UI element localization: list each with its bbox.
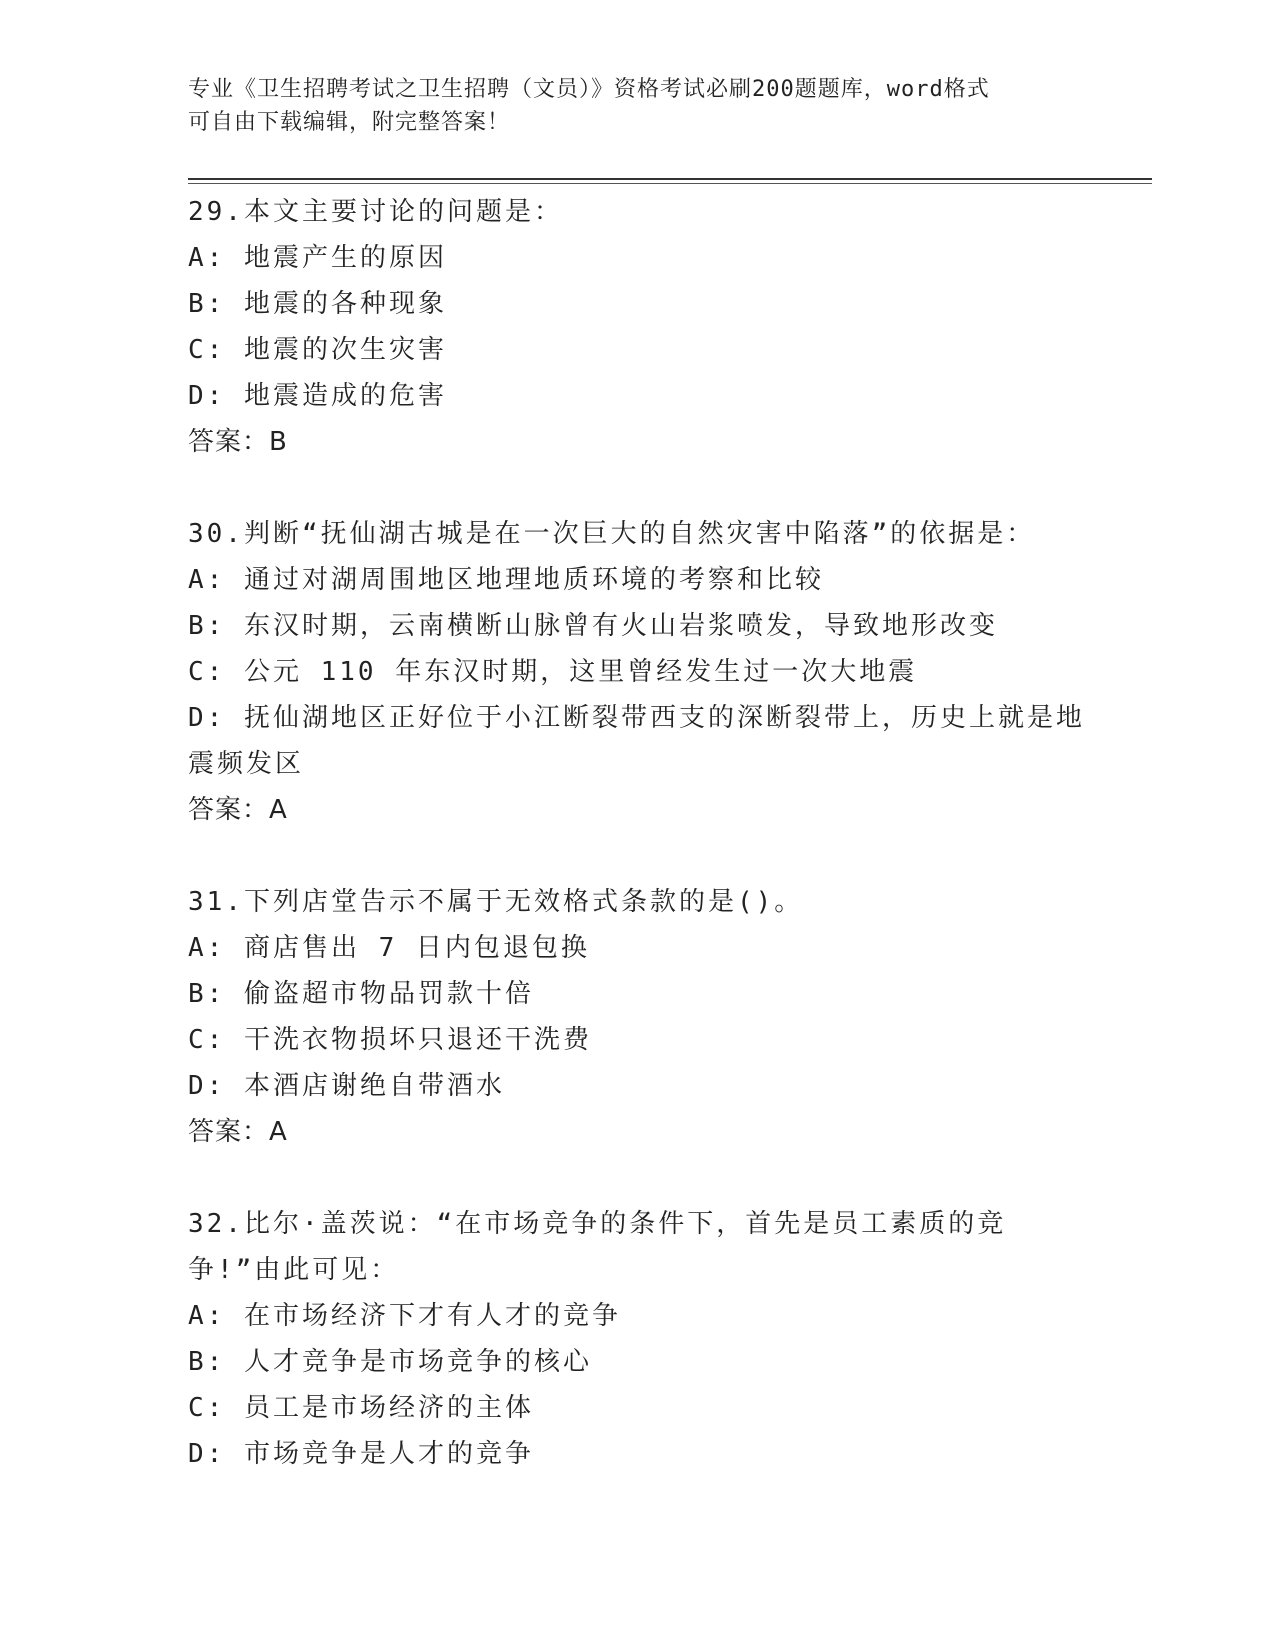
option-d: D: 本酒店谢绝自带酒水 [188, 1071, 505, 1101]
option-b: B: 偷盗超市物品罚款十倍 [188, 979, 534, 1009]
question-29 [188, 189, 1088, 465]
document-header [188, 73, 1068, 139]
question-30 [188, 511, 1088, 833]
question-stem: 29.本文主要讨论的问题是： [188, 197, 563, 227]
option-b: B: 地震的各种现象 [188, 289, 447, 319]
option-d: D: 市场竞争是人才的竞争 [188, 1439, 534, 1469]
option-c: C: 干洗衣物损坏只退还干洗费 [188, 1025, 592, 1055]
option-a: A: 地震产生的原因 [188, 243, 447, 273]
question-stem: 30.判断“抚仙湖古城是在一次巨大的自然灾害中陷落”的依据是： [188, 519, 1036, 549]
option-b: B: 人才竞争是市场竞争的核心 [188, 1347, 592, 1377]
question-stem: 32.比尔·盖茨说：“在市场竞争的条件下，首先是员工素质的竞争!”由此可见： [188, 1209, 1007, 1285]
option-c: C: 员工是市场经济的主体 [188, 1393, 534, 1423]
question-32 [188, 1201, 1088, 1477]
header-divider-thin [188, 183, 1152, 184]
answer-line: 答案：A [188, 1117, 288, 1147]
option-d: D: 抚仙湖地区正好位于小江断裂带西支的深断裂带上，历史上就是地震频发区 [188, 703, 1085, 779]
option-b: B: 东汉时期，云南横断山脉曾有火山岩浆喷发，导致地形改变 [188, 611, 998, 641]
question-list [188, 189, 1088, 1477]
question-31 [188, 879, 1088, 1155]
question-stem: 31.下列店堂告示不属于无效格式条款的是()。 [188, 887, 804, 917]
option-d: D: 地震造成的危害 [188, 381, 447, 411]
option-a: A: 商店售出 7 日内包退包换 [188, 933, 590, 963]
option-c: C: 地震的次生灾害 [188, 335, 447, 365]
header-line-1: 专业《卫生招聘考试之卫生招聘（文员）》资格考试必刷200题题库，word格式 [188, 77, 990, 102]
option-a: A: 通过对湖周围地区地理地质环境的考察和比较 [188, 565, 824, 595]
answer-line: 答案：B [188, 427, 288, 457]
option-a: A: 在市场经济下才有人才的竞争 [188, 1301, 621, 1331]
header-line-2: 可自由下载编辑，附完整答案！ [188, 110, 511, 135]
answer-line: 答案：A [188, 795, 288, 825]
option-c: C: 公元 110 年东汉时期，这里曾经发生过一次大地震 [188, 657, 918, 687]
header-divider-thick [188, 178, 1152, 180]
